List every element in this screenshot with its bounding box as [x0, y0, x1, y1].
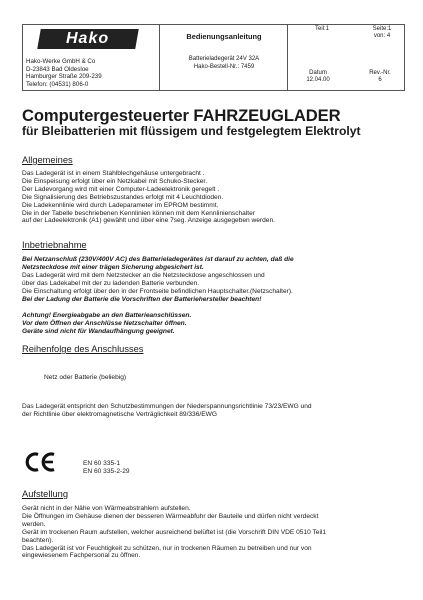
date-field: Datum 12.04.00 — [306, 70, 330, 83]
section-text-aufstellung: Gerät nicht in der Nähe von Wärmeabstrahlern aufstellen. Die Öffnungen im Gehäuse dienen der besseren Wärmeabfuhr der Bauteile und dürfen nicht verdeckt werden. Gerät im trockenen Raum aufstellen, welcher ausreichend belüftet ist (die Vorschrift DIN VDE 0510 Teil1 beachten). Das Ladegerät ist vor Feuchtigkeit zu schützen, nur in trockenen Räumen zu betreiben und nur von eingewiesenem Fachpersonal zu öffnen. — [22, 505, 327, 560]
revision-field: Rev.-Nr. 6 — [369, 70, 391, 83]
section-text-inbetriebnahme: Bei Netzanschluß (230V/400V AC) des Batterieladegerätes ist darauf zu achten, daß die Netzsteckdose mit einer trägen Sicherung abgesichert ist. Das Ladegerät wird mit dem Netzstecker an die Netzsteckdose angeschlossen und über das Ladekabel mit der zu ladenden Batterie verbunden. Die Einschaltung erfolgt über den in der Frontseite befindlichen Hauptschalter.(Netzschalter). Bei der Ladung der Batterie die Vorschriften der Batteriehersteller beachten! — [22, 256, 294, 303]
ce-mark-icon — [24, 452, 58, 472]
section-heading-allgemeines: Allgemeines — [22, 155, 73, 165]
part-number: Teil:1 — [315, 26, 330, 32]
compliance-text: Das Ladegerät entspricht den Schutzbestimmungen der Niederspannungsrichtlinie 73/23/EWG und der Richtlinie über elektromagnetische Verträglichkeit 89/336/EWG — [22, 403, 312, 418]
section-text-allgemeines: Das Ladegerät ist in einem Stahlblechgehäuse untergebracht . Die Einspeisung erfolgt über ein Netzkabel mit Schuko-Stecker. Der Ladevorgang wird mit einer Computer-Ladeelektronik geregelt . Die Signalisierung des Betriebszustandes erfolgt mit 4 Leuchtdioden. Die Ladekennlinie wird durch Ladeparameter im EPROM bestimmt. Die in der Tabelle beschriebenen Kennlinien können mit dem Kennlinienschalter auf der Ladeelektronik (A1) gewählt und über eine 7seg. Anzeige ausgegeben werden. — [22, 170, 275, 225]
section-heading-aufstellung: Aufstellung — [22, 489, 68, 499]
safety-warning: Achtung! Energieabgabe an den Batterieanschlüssen. Vor dem Öffnen der Anschlüsse Netzschalter öffnen. Geräte sind nicht für Wandaufhängung geeignet. — [22, 312, 192, 335]
hako-logo: Hako — [37, 29, 139, 49]
product-designation: Batterieladegerät 24V 32A Hako-Bestell-Nr.: 7459 — [188, 56, 260, 70]
page-label: Seite:1 von: 4 — [372, 26, 392, 39]
section-heading-inbetriebnahme: Inbetriebnahme — [22, 240, 87, 250]
document-type: Bedienungsanleitung — [186, 32, 262, 41]
connection-order-item: Netz oder Batterie (beliebig) — [44, 374, 127, 381]
standards-list: EN 60 335-1 EN 60 335-2-29 — [83, 460, 130, 475]
section-heading-reihenfolge: Reihenfolge des Anschlusses — [22, 344, 144, 354]
company-address: Hako-Werke GmbH & Co D-23843 Bad Oldesloe Hamburger Straße 209-239 Telefon: (04531) 806-0 — [26, 58, 102, 88]
page-title: Computergesteuerter FAHRZEUGLADER — [22, 106, 341, 125]
page-subtitle: für Bleibatterien mit flüssigem und festgelegtem Elektrolyt — [22, 124, 361, 138]
document-header — [22, 24, 405, 91]
